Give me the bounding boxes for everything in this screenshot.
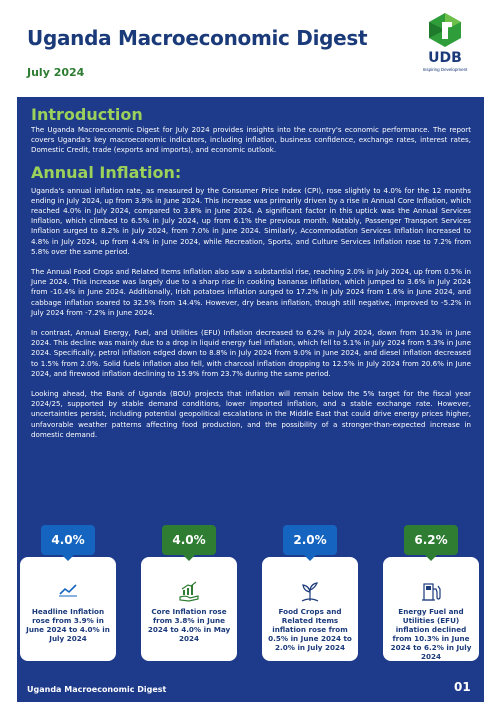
inflation-paragraph-1: Uganda's annual inflation rate, as measured by the Consumer Price Index (CPI), rose slightly to 4.0% for the 12 months ending in July 2024, up from 3.9% in June 2024. This increase was primarily driven by a rise in Annual Core Inflation, which reached 4.0% in July 2024, compared to 3.8% in June 2024. A significant factor in this uptick was the Annual Services Inflation, which climbed to 6.5% in July 2024, up from 6.1% the previous month. Notably, Passenger Transport Services Inflation surged to 8.2% in July 2024, from 7.0% in June 2024. Similarly, Accommodation Services Inflation increased to 4.8% in July 2024, up from 4.4% in June 2024, while Recreation, Sports, and Culture Services Inflation rose to 7.2% from 5.8% over the same period. (31, 185, 471, 256)
main-panel (17, 97, 484, 682)
page-number: 01 (454, 680, 471, 694)
growth-hand-icon (141, 581, 237, 608)
indicator-cards (17, 525, 484, 665)
intro-heading: Introduction (31, 105, 143, 124)
line-chart-icon (20, 581, 116, 602)
inflation-paragraph-3: In contrast, Annual Energy, Fuel, and Utilities (EFU) Inflation decreased to 6.2% in July 2024, down from 10.3% in June 2024. This decline was mainly due to a drop in liquid energy fuel inflation, which fell to 5.1% in July 2024 from 5.3% in June 2024. Specifically, petrol inflation edged down to 8.8% in July 2024 from 9.0% in June 2024, and diesel inflation decreased to 1.5% from 2.0%. Solid fuels inflation also fell, with charcoal inflation dropping to 12.5% in July 2024 from 20.6% in June 2024, and firewood inflation declining to 15.9% from 23.7% during the same period. (31, 328, 471, 378)
footer-label: Uganda Macroeconomic Digest (27, 685, 167, 694)
fuel-pump-icon (383, 581, 479, 608)
logo-tagline: Inspiring Development (422, 67, 468, 72)
card-text: Core Inflation rose from 3.8% in June 2024 to 4.0% in May 2024 (147, 607, 231, 643)
inflation-paragraph-2: The Annual Food Crops and Related Items Inflation also saw a substantial rise, reaching 2.0% in July 2024, up from 0.5% in June 2024. This increase was largely due to a sharp rise in cooking bananas inflation, which jumped to 3.6% in July 2024 from -10.4% in June 2024. Additionally, Irish potatoes inflation surged to 17.2% in July 2024 from 1.6% in June 2024, and cabbage inflation soared to 32.5% from 14.4%. However, dry beans inflation, though still negative, improved to -5.2% in July 2024 from -7.2% in June 2024. (31, 267, 471, 317)
content-body (31, 105, 471, 440)
card-text: Food Crops and Related Items inflation rose from 0.5% in June 2024 to 2.0% in July 2024 (268, 607, 352, 652)
sprout-icon (262, 581, 358, 608)
card-value-badge: 6.2% (404, 525, 458, 555)
inflation-paragraph-4: Looking ahead, the Bank of Uganda (BOU) projects that inflation will remain below the 5% target for the fiscal year 2024/25, supported by stable demand conditions, lower imported inflation, and a stable exchange rate. However, uncertainties persist, including potential geopolitical escalations in the Middle East that could drive energy prices higher, unfavorable weather patterns affecting food production, and the possibility of a stronger-than-expected increase in domestic demand. (31, 389, 471, 439)
udb-logo (412, 12, 478, 88)
udb-logo-mark (427, 12, 463, 48)
card-food-crops (262, 557, 358, 661)
card-core-inflation (141, 557, 237, 661)
card-text: Energy Fuel and Utilities (EFU) inflation declined from 10.3% in June 2024 to 6.2% in July 2024 (390, 607, 472, 661)
page-title: Uganda Macroeconomic Digest (27, 26, 368, 50)
card-text: Headline Inflation rose from 3.9% in June 2024 to 4.0% in July 2024 (26, 607, 110, 643)
card-headline-inflation (20, 557, 116, 661)
card-value-badge: 4.0% (162, 525, 216, 555)
card-value-badge: 2.0% (283, 525, 337, 555)
inflation-heading: Annual Inflation: (31, 162, 182, 182)
report-date: July 2024 (27, 66, 85, 79)
card-energy-fuel (383, 557, 479, 661)
logo-text: UDB (428, 50, 462, 66)
intro-paragraph: The Uganda Macroeconomic Digest for July 2024 provides insights into the country's economic performance. The report covers Uganda's key macroeconomic indicators, including inflation, business confidence, exchange rates, interest rates, Domestic Credit, trade (exports and imports), and economic outlook. (31, 125, 471, 155)
page-header (0, 0, 501, 97)
card-value-badge: 4.0% (41, 525, 95, 555)
